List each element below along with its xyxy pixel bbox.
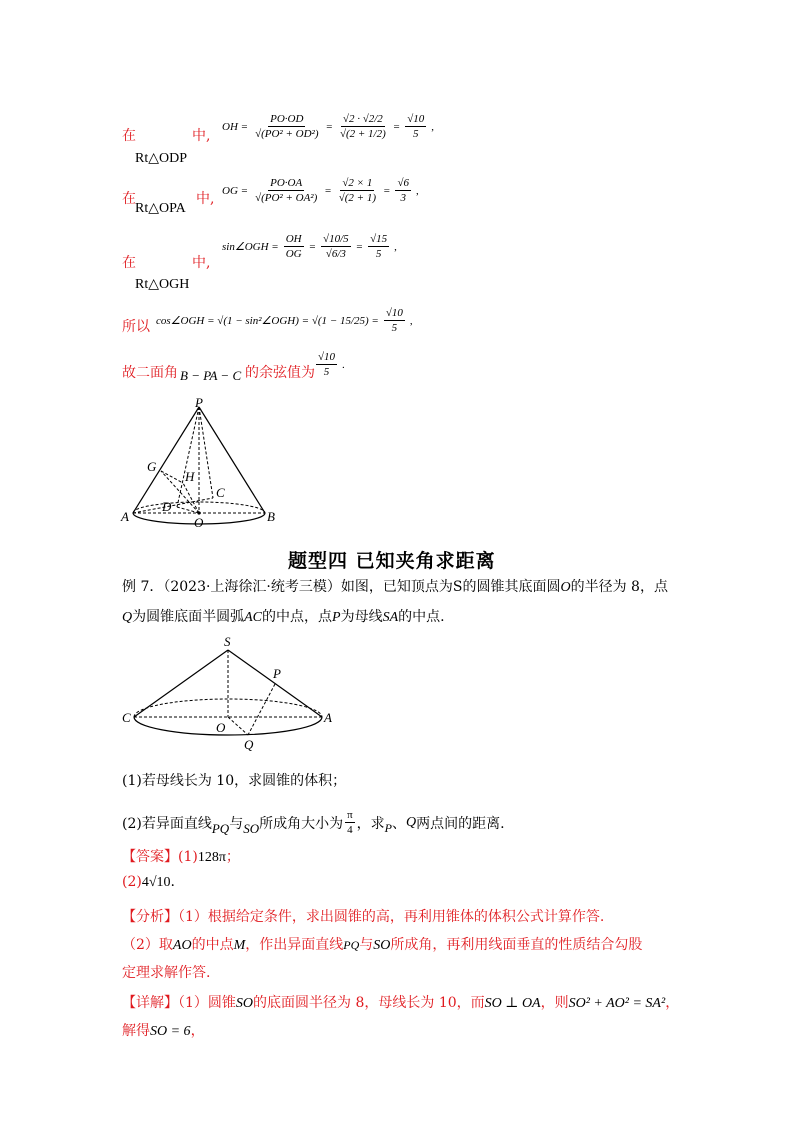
fig2-label-s: S [224, 634, 231, 649]
step5-angle: B − PA − C [180, 368, 242, 383]
fig2-label-c: C [122, 710, 131, 725]
fig2-edge-sc [134, 650, 228, 717]
cone-figure-1 [115, 395, 290, 530]
section-title: 题型四 已知夹角求距离 [288, 550, 496, 572]
fig2-label-q: Q [244, 737, 254, 752]
fig1-od [177, 507, 199, 513]
step3-prefix: 在 [122, 255, 136, 271]
cone-figure-2 [118, 632, 340, 757]
step2-mid: 中, [196, 191, 215, 207]
answer-tag: 【答案】 [122, 849, 178, 865]
step4-prefix: 所以 [122, 319, 150, 335]
step1-lhs: OH = [222, 120, 249, 133]
fig1-label-a: A [121, 509, 129, 524]
step1-frac2: $\frac{√2 \cdot √2/2}{√(2 + 1/2)}$ [339, 113, 386, 140]
step1-result: $\frac{√10}{5}$ [407, 113, 425, 140]
analysis-line-1: 【分析】（1）根据给定条件，求出圆锥的高，再利用锥体的体积公式计算作答. [122, 909, 605, 925]
fig1-label-g: G [147, 459, 157, 474]
fig1-pd [177, 407, 199, 507]
step5-result: $\frac{√10}{5}$ . [318, 351, 345, 378]
fig2-edge-sa [228, 650, 322, 717]
fig1-gh [161, 471, 183, 483]
fig2-label-p: P [273, 666, 281, 681]
fig1-edge-pa [133, 407, 199, 513]
fig1-label-o: O [194, 515, 204, 530]
question-2: (2)若异面直线 PQ 与 SO 所成角大小为 $\frac{\pi}{4}$ ，求 P 、 Q 两点间的距离. [122, 809, 505, 836]
step2-prefix: 在 [122, 191, 136, 207]
analysis-line-3: 定理求解作答. [122, 965, 211, 981]
detail-line-2: 解得SO = 6， [122, 1023, 205, 1039]
fig1-label-c: C [216, 485, 225, 500]
fig1-label-d: D [162, 499, 172, 514]
question-1: (1)若母线长为 10，求圆锥的体积； [122, 773, 347, 789]
analysis-line-2: （2）取AO的中点M，作出异面直线PQ与SO所成角，再利用线面垂直的性质结合勾股 [122, 937, 643, 953]
fig1-label-b: B [267, 509, 275, 524]
fig1-label-p: P [195, 395, 203, 410]
step1-frac1: $\frac{PO\cdot OD}{\text{√(PO² + OD²)}}$ [255, 113, 319, 140]
example-line-1: 例 7．（2023·上海徐汇·统考三模）如图，已知顶点为S的圆锥其底面圆O的半径为 8，点 [122, 579, 668, 595]
step2-triangle: Rt△OPA [135, 201, 186, 216]
step1-mid: 中, [192, 128, 211, 144]
fig2-label-o: O [216, 720, 226, 735]
fig2-oq [228, 717, 248, 735]
step3-triangle: Rt△OGH [135, 277, 190, 292]
fig2-pq [248, 684, 275, 735]
step5-prefix: 故二面角 [122, 365, 178, 381]
step1-prefix: 在 [122, 128, 136, 144]
step1-equation: OH = $\frac{PO\cdot OD}{\text{√(PO² + OD²)}}$ = $\frac{√2 \cdot √2/2}{√(2 + 1/2)}$ = $\frac{√10}{5}$ , [222, 113, 435, 140]
fig2-label-a: A [324, 710, 332, 725]
detail-line-1: 【详解】（1）圆锥SO的底面圆半径为 8，母线长为 10，而SO ⊥ OA，则SO² + AO² = SA²， [122, 995, 680, 1011]
fig2-base-front [134, 717, 322, 735]
step1-triangle: Rt△ODP [135, 151, 188, 166]
step5-mid: 的余弦值为 [245, 365, 315, 381]
answer-line-2: (2)4√10. [122, 874, 175, 890]
fig1-label-h: H [185, 469, 195, 484]
step4-equation: cos∠OGH = √(1 − sin²∠OGH) = √(1 − 15/25) = $\frac{√10}{5}$ , [156, 307, 413, 334]
fig1-edge-pb [199, 407, 265, 513]
step3-mid: 中, [192, 255, 211, 271]
answer-line-1: 【答案】(1)128π； [122, 849, 240, 865]
step2-equation: OG = $\frac{PO\cdot OA}{\text{√(PO² + OA²)}}$ = $\frac{√2 \times 1}{√(2 + 1)}$ = $\frac{√6}{3}$ , [222, 177, 419, 204]
fig1-pc [199, 407, 213, 498]
fig1-ac [133, 498, 213, 513]
example-line-2: Q为圆锥底面半圆弧AC的中点，点P为母线SA的中点. [122, 609, 445, 625]
detail-tag: 【详解】 [122, 995, 178, 1011]
analysis-tag: 【分析】 [122, 909, 178, 925]
step3-equation: sin∠OGH = $\frac{OH}{OG}$ = $\frac{√10/5}{√6/3}$ = $\frac{√15}{5}$ , [222, 233, 397, 260]
